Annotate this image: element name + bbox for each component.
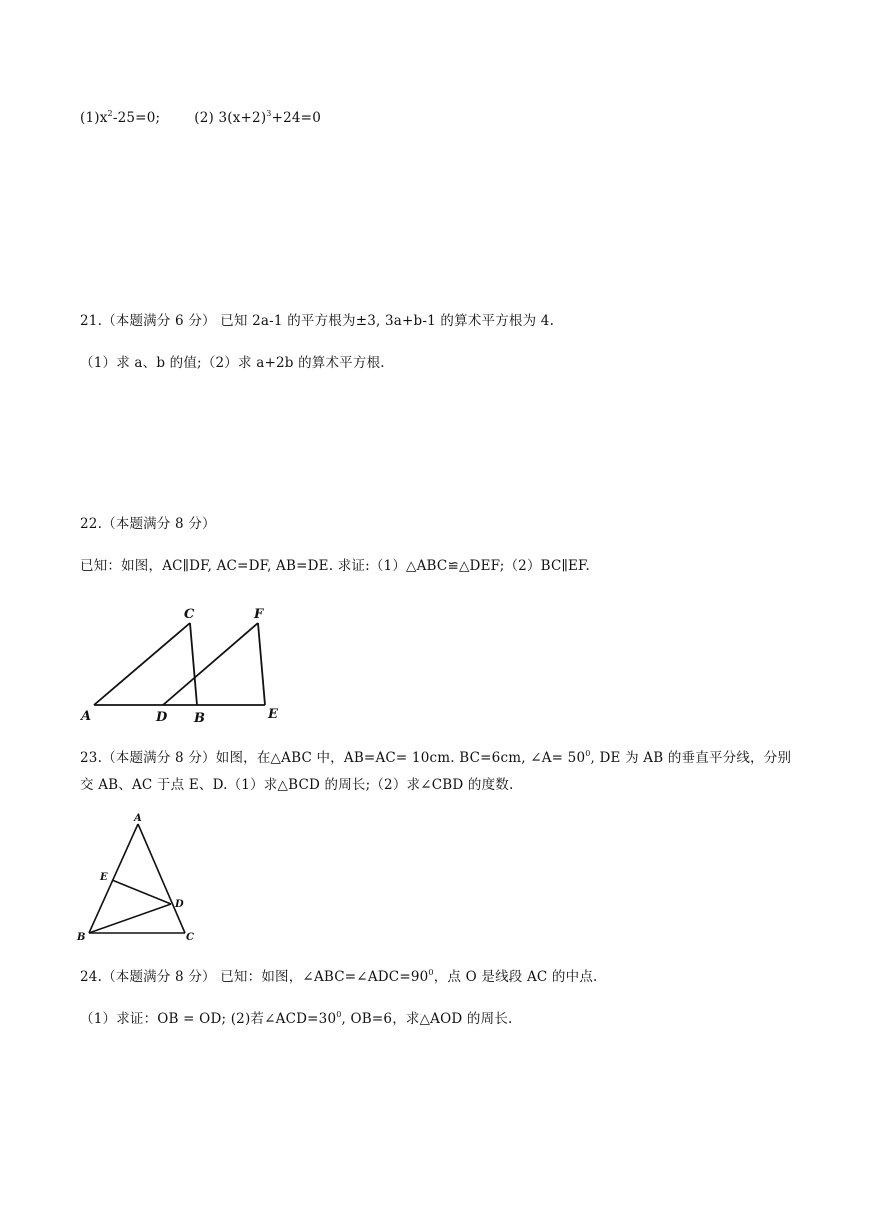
- q20-part2-prefix: (2) 3(x+2): [194, 110, 267, 126]
- q22-label-A: A: [81, 709, 92, 724]
- q23-line1-suffix: , DE 为 AB 的垂直平分线，分别: [590, 750, 792, 766]
- q22-body: 已知：如图，AC∥DF, AC=DF, AB=DE. 求证:（1）△ABC≌△DEF;（2）BC∥EF.: [80, 558, 590, 574]
- q20-equations: [80, 109, 321, 127]
- q23-figure: [72, 810, 202, 945]
- q22-segment-CB: [190, 623, 197, 705]
- q23-line2: 交 AB、AC 于点 E、D.（1）求△BCD 的周长;（2）求∠CBD 的度数.: [80, 777, 514, 793]
- q24-line2-sup: 0: [336, 1010, 342, 1019]
- q23-segment-BD: [89, 904, 171, 933]
- q22-figure: [78, 600, 298, 726]
- q22-label-D: D: [156, 710, 168, 725]
- q24-line1-sup: 0: [428, 968, 434, 977]
- q24-line2-suffix: , OB=6，求△AOD 的周长.: [341, 1011, 513, 1027]
- q22-segment-DF: [163, 623, 258, 705]
- q23-label-E: E: [100, 872, 108, 883]
- q22-label-B: B: [194, 711, 205, 726]
- q22-label-E: E: [268, 707, 278, 722]
- q20-part2-suffix: +24=0: [271, 110, 321, 126]
- q20-part1-prefix: (1)x: [80, 110, 108, 126]
- q23-segment-AC: [138, 824, 185, 933]
- q23-segment-ED: [112, 880, 171, 904]
- q23-line1-prefix: 23.（本题满分 8 分）如图，在△ABC 中，AB=AC= 10cm. BC=6cm, ∠A= 50: [80, 750, 586, 766]
- q22-heading: 22.（本题满分 8 分）: [80, 516, 216, 532]
- q23-label-B: B: [77, 932, 86, 943]
- q22-label-C: C: [184, 607, 195, 622]
- q22-segment-AC: [94, 623, 190, 705]
- q20-part2-sup: 3: [266, 109, 272, 118]
- q23-label-D: D: [175, 899, 184, 910]
- q23-label-C: C: [186, 932, 194, 943]
- q20-part1-sup: 2: [107, 109, 113, 118]
- q24-line1-suffix: ，点 O 是线段 AC 的中点.: [433, 969, 598, 985]
- q21-body: （1）求 a、b 的值;（2）求 a+2b 的算术平方根.: [80, 355, 385, 371]
- q24-line1: [80, 968, 598, 986]
- q23-line1-sup: 0: [585, 749, 591, 758]
- q20-part1-suffix: -25=0;: [112, 110, 161, 126]
- q22-segment-FE: [258, 623, 265, 705]
- q24-line2: [80, 1010, 513, 1028]
- q24-line1-prefix: 24.（本题满分 8 分） 已知：如图，∠ABC=∠ADC=90: [80, 969, 429, 985]
- q24-line2-prefix: （1）求证：OB = OD; (2)若∠ACD=30: [80, 1011, 337, 1027]
- q23-segment-AB: [89, 824, 138, 933]
- q22-label-F: F: [254, 607, 264, 622]
- q21-heading: 21.（本题满分 6 分） 已知 2a-1 的平方根为±3, 3a+b-1 的算术平方根为 4.: [80, 313, 555, 329]
- q23-label-A: A: [134, 813, 142, 824]
- q23-line1: [80, 749, 791, 767]
